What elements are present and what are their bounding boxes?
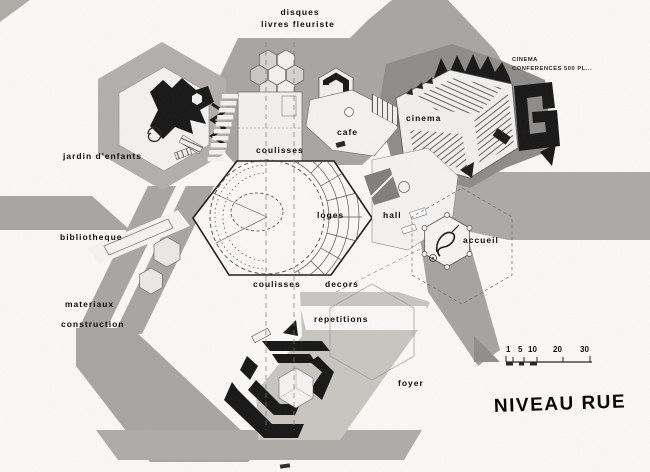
label-foyer: foyer: [398, 378, 424, 388]
plan-title: NIVEAU RUE: [493, 391, 627, 417]
label-coulisses-bottom: coulisses: [253, 279, 301, 289]
legend-cinema: CINEMA: [512, 57, 538, 63]
label-hall: hall: [383, 210, 402, 220]
label-construction: construction: [61, 319, 125, 329]
legend-conferences: CONFERENCES 500 PL...: [512, 66, 593, 72]
scale-mark: 10: [528, 345, 537, 354]
scale-mark: 20: [553, 345, 562, 354]
label-accueil: accueil: [463, 235, 499, 245]
scale-mark: 1: [506, 345, 511, 354]
label-jardin-denfants: jardin d'enfants: [63, 151, 142, 161]
label-coulisses-top: coulisses: [256, 145, 304, 155]
label-disques: disques: [280, 7, 320, 17]
label-cinema: cinema: [406, 113, 442, 123]
label-repetitions: repetitions: [314, 314, 369, 324]
label-materiaux: materiaux: [65, 299, 115, 309]
label-loges: loges: [317, 210, 345, 220]
label-livres-fleuriste: livres fleuriste: [261, 19, 335, 29]
label-cafe: cafe: [337, 127, 359, 137]
label-bibliotheque: bibliotheque: [60, 232, 123, 242]
legend-block: [512, 56, 592, 74]
label-decors: decors: [325, 279, 359, 289]
scale-mark: 30: [580, 345, 589, 354]
scale-mark: 5: [518, 345, 523, 354]
scale-numbers: [504, 345, 596, 355]
